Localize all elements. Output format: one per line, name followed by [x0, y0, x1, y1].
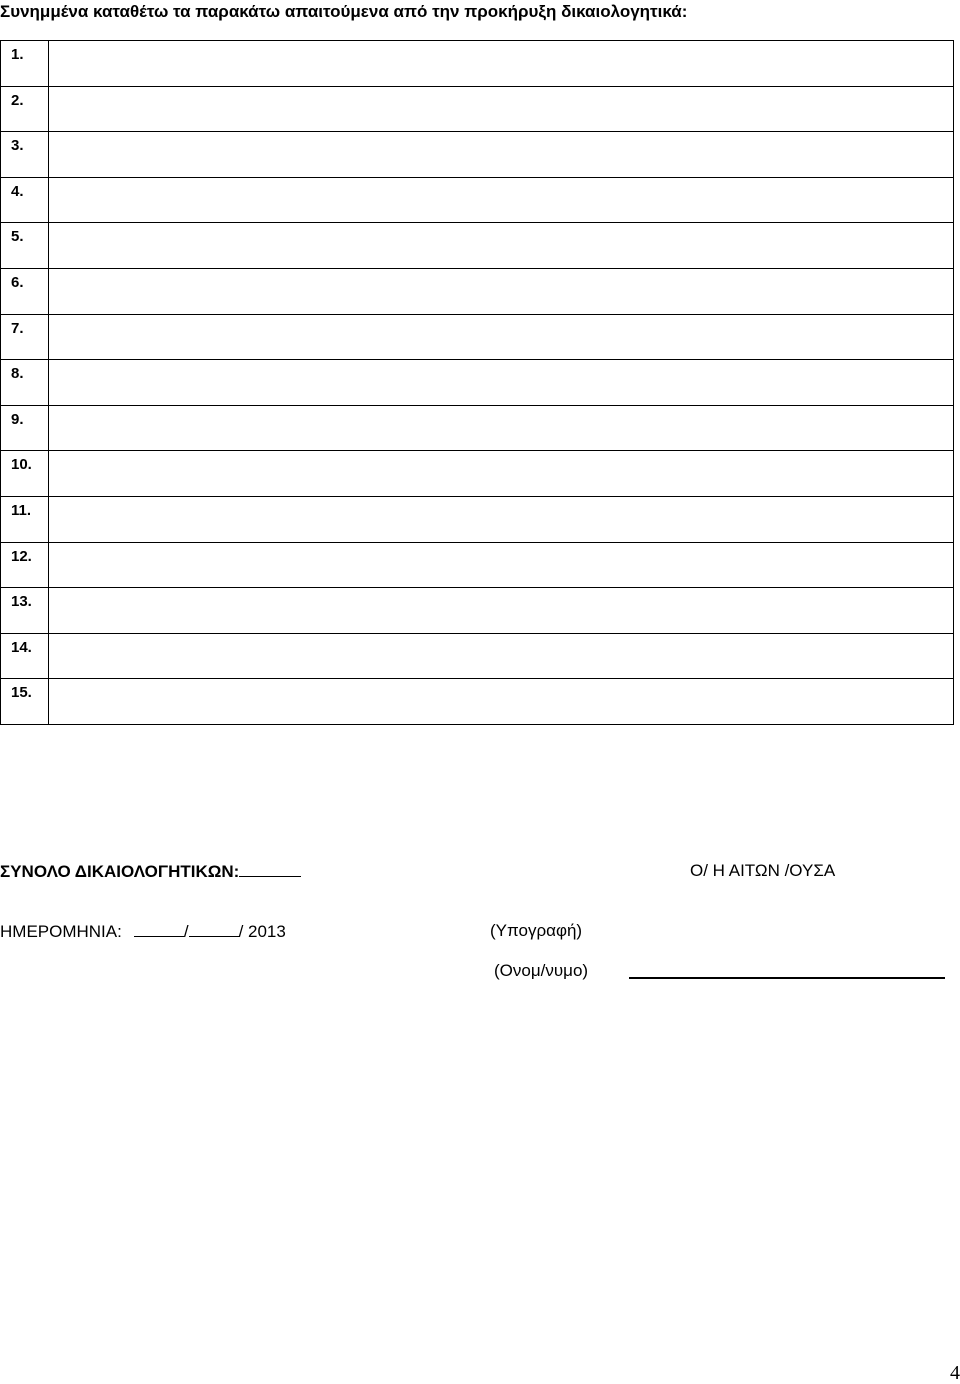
row-number: 4. [1, 177, 49, 223]
row-number: 6. [1, 268, 49, 314]
document-entry-field[interactable] [49, 588, 954, 634]
document-entry-field[interactable] [49, 405, 954, 451]
table-row [1, 41, 954, 87]
row-number: 2. [1, 86, 49, 132]
row-number: 9. [1, 405, 49, 451]
document-entry-field[interactable] [49, 86, 954, 132]
name-signature-line[interactable] [629, 977, 945, 979]
document-entry-field[interactable] [49, 268, 954, 314]
document-entry-field[interactable] [49, 177, 954, 223]
document-entry-field[interactable] [49, 542, 954, 588]
date-year: / 2013 [238, 922, 286, 941]
row-number: 15. [1, 679, 49, 725]
table-row [1, 496, 954, 542]
document-entry-field[interactable] [49, 41, 954, 87]
applicant-label: Ο/ Η ΑΙΤΩΝ /ΟΥΣΑ [690, 861, 836, 880]
signature-label: (Υπογραφή) [490, 921, 583, 940]
document-entry-field[interactable] [49, 679, 954, 725]
table-row [1, 268, 954, 314]
document-entry-field[interactable] [49, 132, 954, 178]
date-label: ΗΜΕΡΟΜΗΝΙΑ: [0, 922, 122, 941]
name-label: (Ονομ/νυμο) [494, 961, 589, 980]
document-entry-field[interactable] [49, 633, 954, 679]
page-heading: Συνημμένα καταθέτω τα παρακάτω απαιτούμενα από την προκήρυξη δικαιολογητικά: [0, 2, 688, 21]
table-row [1, 542, 954, 588]
table-row [1, 314, 954, 360]
total-documents-field[interactable] [239, 860, 301, 877]
table-row [1, 451, 954, 497]
date-line [0, 920, 286, 943]
row-number: 1. [1, 41, 49, 87]
table-row [1, 588, 954, 634]
row-number: 12. [1, 542, 49, 588]
table-row [1, 132, 954, 178]
table-row [1, 405, 954, 451]
page-number: 4 [950, 1362, 960, 1384]
row-number: 14. [1, 633, 49, 679]
total-documents-label: ΣΥΝΟΛΟ ΔΙΚΑΙΟΛΟΓΗΤΙΚΩΝ: [0, 862, 240, 881]
row-number: 7. [1, 314, 49, 360]
row-number: 13. [1, 588, 49, 634]
row-number: 5. [1, 223, 49, 269]
document-entry-field[interactable] [49, 360, 954, 406]
table-row [1, 679, 954, 725]
date-separator: / [183, 922, 189, 941]
documents-table [0, 40, 954, 725]
table-row [1, 360, 954, 406]
row-number: 3. [1, 132, 49, 178]
table-row [1, 633, 954, 679]
document-entry-field[interactable] [49, 496, 954, 542]
date-month-field[interactable] [189, 920, 239, 937]
table-row [1, 86, 954, 132]
document-entry-field[interactable] [49, 451, 954, 497]
document-entry-field[interactable] [49, 314, 954, 360]
date-day-field[interactable] [134, 920, 184, 937]
row-number: 11. [1, 496, 49, 542]
total-documents [0, 860, 301, 883]
table-row [1, 177, 954, 223]
row-number: 8. [1, 360, 49, 406]
row-number: 10. [1, 451, 49, 497]
table-row [1, 223, 954, 269]
document-entry-field[interactable] [49, 223, 954, 269]
